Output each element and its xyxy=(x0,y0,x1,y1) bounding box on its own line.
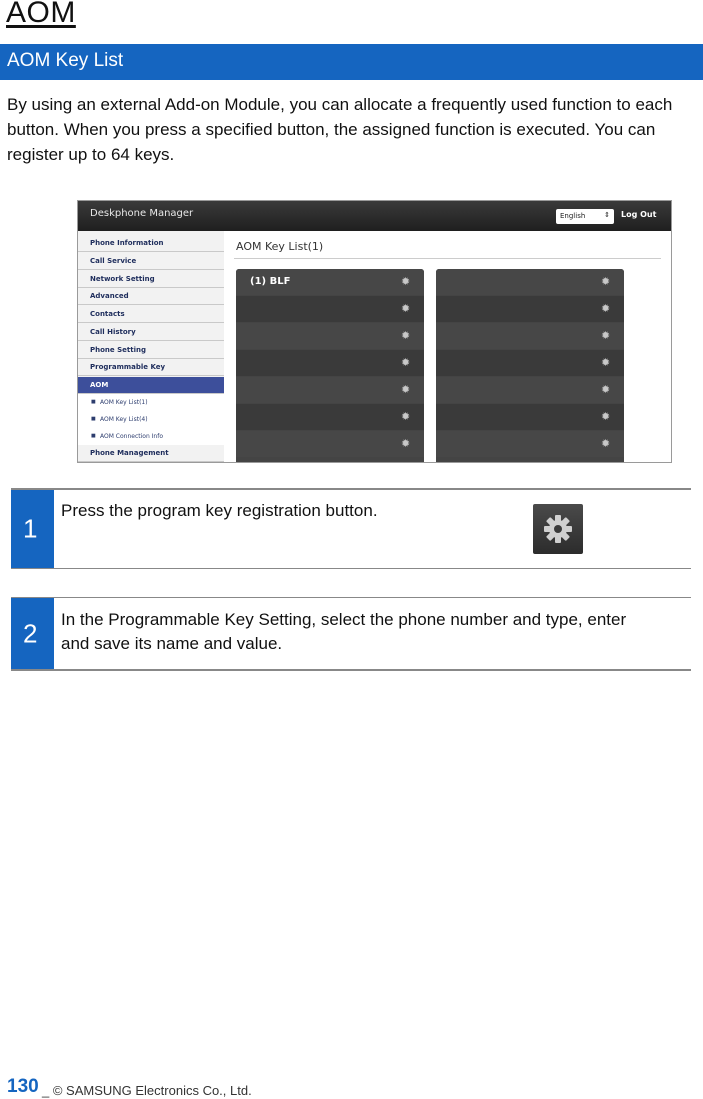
sidebar-item-label: Phone Setting xyxy=(90,346,146,354)
page-number: 130 xyxy=(7,1076,39,1097)
step-divider xyxy=(11,568,691,569)
gear-icon[interactable]: ✹ xyxy=(401,302,411,315)
gear-icon[interactable]: ✹ xyxy=(601,302,611,315)
bullet-icon: ■ xyxy=(91,416,96,422)
key-row[interactable] xyxy=(436,404,624,430)
submenu-aom-key-list-1[interactable] xyxy=(78,394,224,411)
sidebar-item-label: Phone Management xyxy=(90,449,169,457)
key-column-left xyxy=(236,269,424,462)
gear-icon[interactable]: ✹ xyxy=(401,275,411,288)
language-value: English xyxy=(560,212,586,220)
step-divider xyxy=(11,488,691,490)
divider xyxy=(234,258,661,259)
sidebar-item-label: Call History xyxy=(90,328,136,336)
gear-icon[interactable]: ✹ xyxy=(601,356,611,369)
gear-icon[interactable]: ✹ xyxy=(401,356,411,369)
step-divider xyxy=(11,597,691,598)
key-label: (1) BLF xyxy=(250,276,291,287)
gear-icon xyxy=(533,504,583,554)
key-row[interactable] xyxy=(436,269,624,295)
key-row[interactable] xyxy=(236,323,424,349)
sidebar xyxy=(78,231,224,462)
submenu-label: AOM Connection Info xyxy=(100,433,164,440)
sidebar-item-network-setting[interactable] xyxy=(78,271,224,288)
key-column-right xyxy=(436,269,624,462)
bullet-icon: ■ xyxy=(91,433,96,439)
screenshot-header xyxy=(78,201,671,231)
gear-icon[interactable]: ✹ xyxy=(601,383,611,396)
step-text: Press the program key registration button. xyxy=(61,501,378,520)
gear-icon[interactable]: ✹ xyxy=(601,275,611,288)
step-text: In the Programmable Key Setting, select the phone number and type, enter and save its name and value. xyxy=(61,610,627,653)
step-number: 1 xyxy=(23,513,38,544)
copyright: _ © SAMSUNG Electronics Co., Ltd. xyxy=(42,1083,252,1098)
key-row[interactable] xyxy=(236,377,424,403)
step-divider xyxy=(11,669,691,671)
key-row[interactable] xyxy=(236,296,424,322)
gear-icon[interactable]: ✹ xyxy=(601,437,611,450)
sidebar-item-label: Advanced xyxy=(90,292,129,300)
key-row[interactable] xyxy=(436,350,624,376)
page-title: AOM xyxy=(6,0,76,29)
sidebar-item-label: Programmable Key xyxy=(90,363,166,371)
key-registration-button xyxy=(533,504,583,554)
sidebar-item-advanced[interactable] xyxy=(78,288,224,305)
section-heading: AOM Key List xyxy=(7,50,124,71)
step-number-badge xyxy=(11,490,54,568)
sidebar-item-label: Phone Information xyxy=(90,239,164,247)
sidebar-item-label: AOM xyxy=(90,381,109,389)
gear-icon[interactable]: ✹ xyxy=(401,410,411,423)
section-heading-bar xyxy=(0,44,703,80)
key-row[interactable] xyxy=(236,269,424,295)
sidebar-item-contacts[interactable] xyxy=(78,306,224,323)
updown-arrow-icon: ⇕ xyxy=(604,211,610,219)
sidebar-item-programmable-key[interactable] xyxy=(78,359,224,376)
key-row[interactable] xyxy=(436,431,624,457)
key-row[interactable] xyxy=(436,377,624,403)
gear-icon[interactable]: ✹ xyxy=(601,410,611,423)
aom-screenshot xyxy=(77,200,672,463)
key-row[interactable] xyxy=(436,296,624,322)
sidebar-item-aom[interactable] xyxy=(78,377,224,394)
sidebar-item-phone-information[interactable] xyxy=(78,235,224,252)
sidebar-item-label: Call Service xyxy=(90,257,137,265)
sidebar-item-call-history[interactable] xyxy=(78,324,224,341)
app-title: Deskphone Manager xyxy=(90,208,194,219)
sidebar-item-call-service[interactable] xyxy=(78,253,224,270)
sidebar-item-phone-management[interactable] xyxy=(78,445,224,462)
submenu-label: AOM Key List(4) xyxy=(100,416,148,423)
gear-icon[interactable]: ✹ xyxy=(401,329,411,342)
content-title: AOM Key List(1) xyxy=(236,240,324,253)
gear-icon[interactable]: ✹ xyxy=(401,383,411,396)
key-row[interactable] xyxy=(436,323,624,349)
submenu-label: AOM Key List(1) xyxy=(100,399,148,406)
key-row[interactable] xyxy=(236,431,424,457)
gear-icon[interactable]: ✹ xyxy=(601,329,611,342)
logout-link[interactable]: Log Out xyxy=(621,210,657,219)
sidebar-item-label: Network Setting xyxy=(90,275,155,283)
gear-icon[interactable]: ✹ xyxy=(401,437,411,450)
step-number-badge xyxy=(11,598,54,669)
intro-paragraph: By using an external Add-on Module, you can allocate a frequently used function to each button. When you press a specified button, the assigned function is executed. You can register up to 64 keys. xyxy=(7,95,673,164)
bullet-icon: ■ xyxy=(91,399,96,405)
language-select[interactable] xyxy=(556,209,614,224)
step-number: 2 xyxy=(23,618,38,648)
submenu-aom-key-list-4[interactable] xyxy=(78,411,224,428)
submenu-aom-connection-info[interactable] xyxy=(78,428,224,445)
sidebar-item-label: Contacts xyxy=(90,310,125,318)
key-row[interactable] xyxy=(236,350,424,376)
key-row[interactable] xyxy=(236,404,424,430)
sidebar-item-phone-setting[interactable] xyxy=(78,342,224,359)
